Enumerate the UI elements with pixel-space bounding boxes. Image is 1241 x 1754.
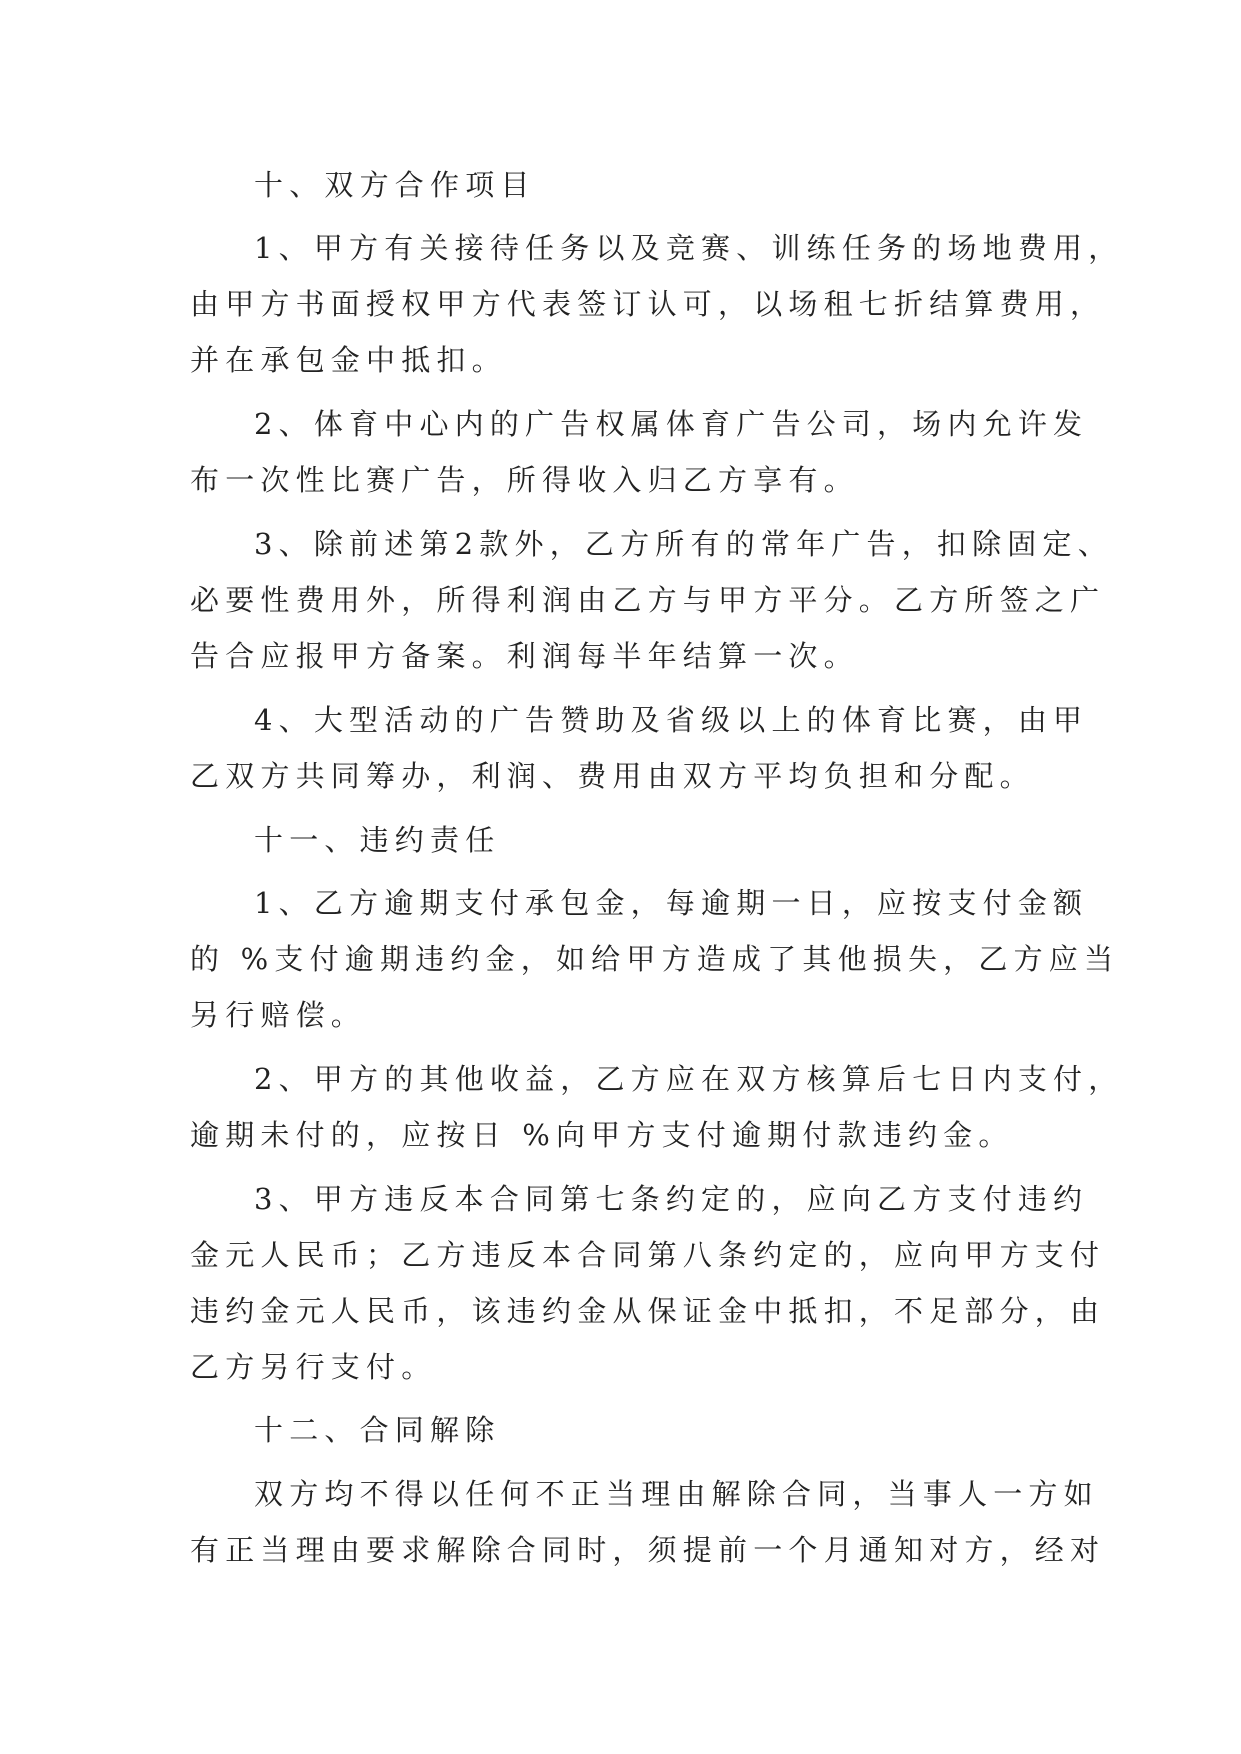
paragraph-line: 必要性费用外，所得利润由乙方与甲方平分。乙方所签之广 (190, 583, 1106, 617)
paragraph-line: 乙方另行支付。 (190, 1350, 437, 1384)
paragraph-line: 1、乙方逾期支付承包金，每逾期一日，应按支付金额 (254, 886, 1089, 920)
paragraph-line: 3、甲方违反本合同第七条约定的，应向乙方支付违约 (254, 1182, 1089, 1216)
paragraph-line: 布一次性比赛广告，所得收入归乙方享有。 (190, 463, 859, 497)
paragraph-line: 的 %支付逾期违约金，如给甲方造成了其他损失，乙方应当 (190, 942, 1120, 976)
paragraph-line: 1、甲方有关接待任务以及竞赛、训练任务的场地费用， (254, 231, 1124, 265)
paragraph-line: 2、甲方的其他收益，乙方应在双方核算后七日内支付， (254, 1062, 1124, 1096)
paragraph-line: 2、体育中心内的广告权属体育广告公司，场内允许发 (254, 407, 1089, 441)
paragraph-line: 金元人民币；乙方违反本合同第八条约定的，应向甲方支付 (190, 1238, 1106, 1272)
section-heading-10: 十、双方合作项目 (254, 168, 536, 202)
section-heading-11: 十一、违约责任 (254, 823, 501, 857)
paragraph-line: 告合应报甲方备案。利润每半年结算一次。 (190, 639, 859, 673)
paragraph-line: 乙双方共同筹办，利润、费用由双方平均负担和分配。 (190, 759, 1035, 793)
paragraph-line: 逾期未付的，应按日 %向甲方支付逾期付款违约金。 (190, 1118, 1014, 1152)
paragraph-line: 由甲方书面授权甲方代表签订认可，以场租七折结算费用， (190, 287, 1106, 321)
paragraph-line: 违约金元人民币，该违约金从保证金中抵扣，不足部分，由 (190, 1294, 1106, 1328)
paragraph-line: 有正当理由要求解除合同时，须提前一个月通知对方，经对 (190, 1533, 1106, 1567)
paragraph-line: 双方均不得以任何不正当理由解除合同，当事人一方如 (254, 1477, 1099, 1511)
section-heading-12: 十二、合同解除 (254, 1413, 501, 1447)
paragraph-line: 4、大型活动的广告赞助及省级以上的体育比赛，由甲 (254, 703, 1089, 737)
paragraph-line: 3、除前述第2款外，乙方所有的常年广告，扣除固定、 (254, 527, 1113, 561)
paragraph-line: 另行赔偿。 (190, 998, 367, 1032)
paragraph-line: 并在承包金中抵扣。 (190, 343, 507, 377)
